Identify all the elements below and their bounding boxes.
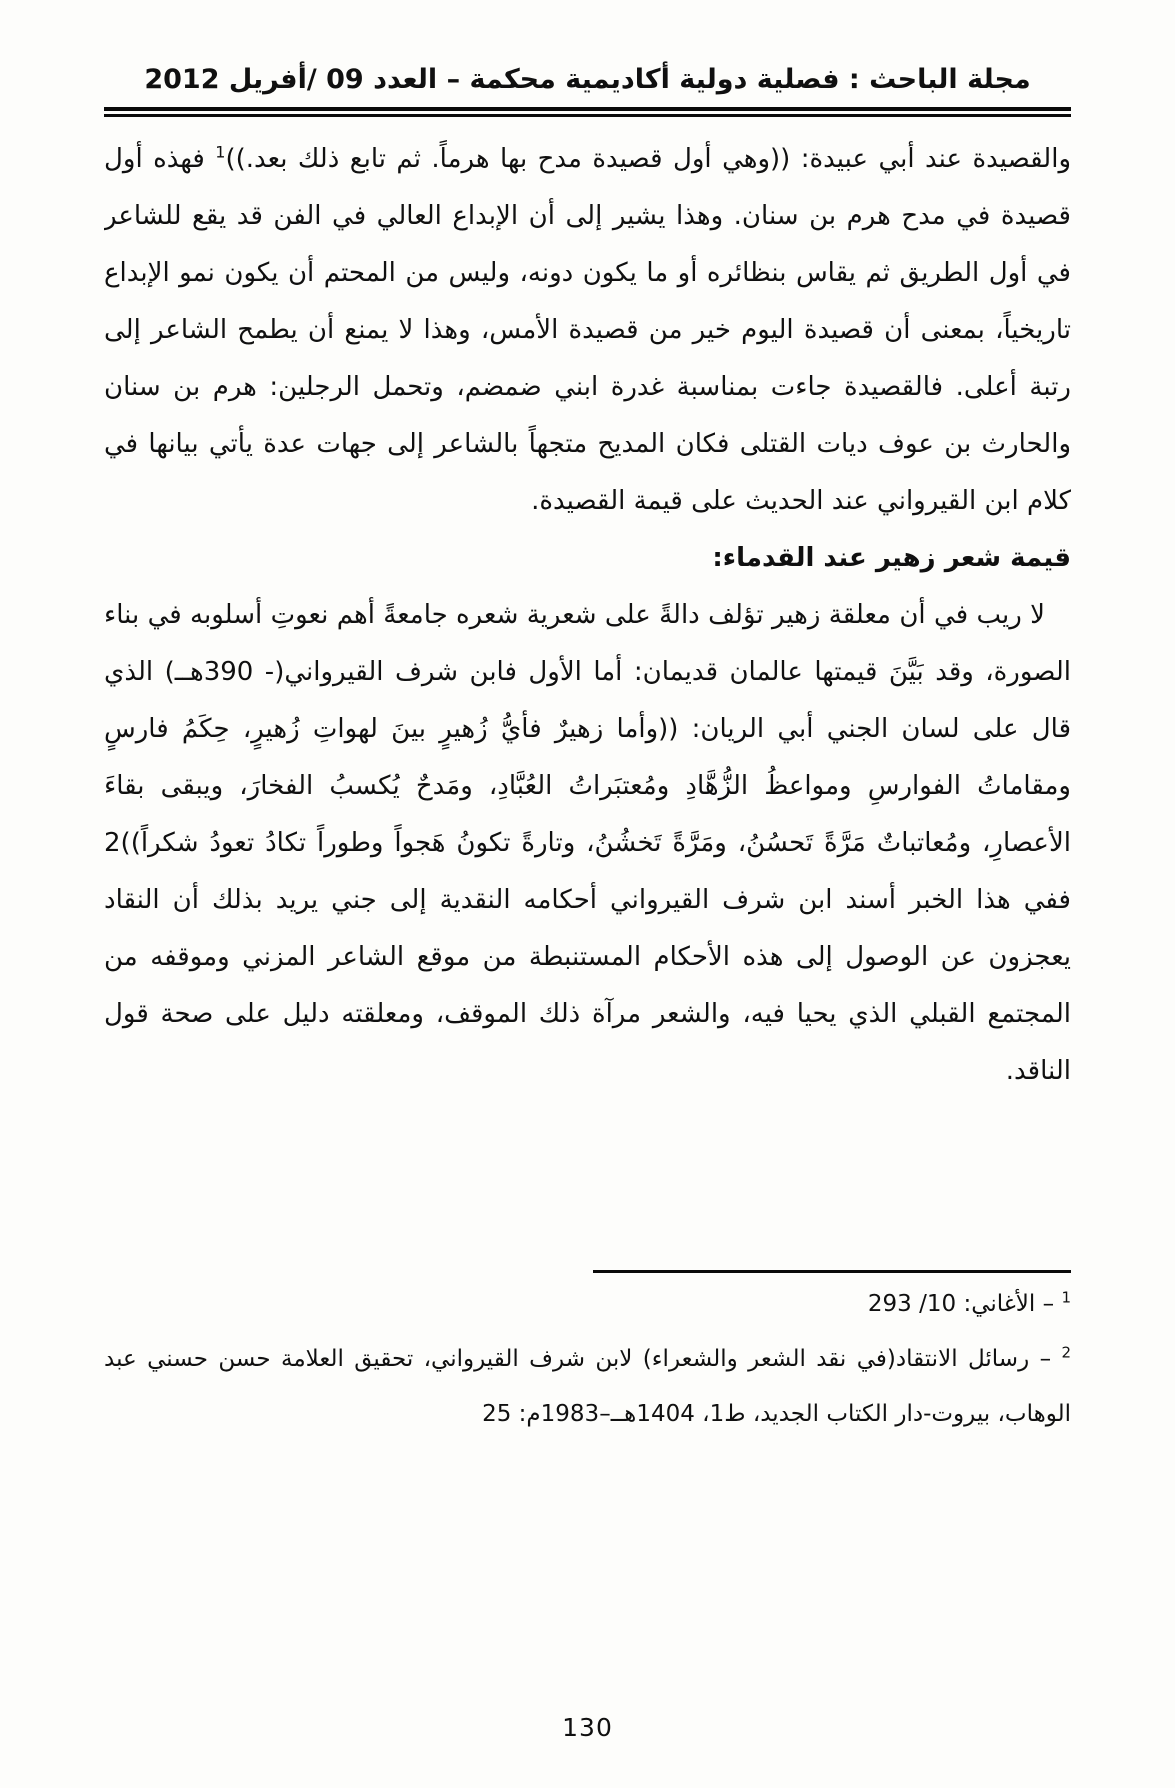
footnote-2 [104,1332,1071,1442]
section-heading: قيمة شعر زهير عند القدماء: [712,543,1071,574]
paragraph-2-text: لا ريب في أن معلقة زهير تؤلف دالةً على شعرية شعره جامعةً أهم نعوتِ أسلوبه في بناء الصورة، وقد بَيَّنَ قيمتها عالمان قديمان: أما الأول فابن شرف القيرواني(- 390هــ) الذي قال على لسان الجني أبي الريان: ((وأما زهيرٌ فأيُّ زُهيرٍ بينَ لهواتِ زُهيرٍ، حِكَمُ فارسٍ ومقاماتُ الفوارسِ ومواعظُ الزُّهَّادِ ومُعتبَراتُ العُبَّادِ، ومَدحٌ يُكسبُ الفخارَ، ويبقى بقاءَ الأعصارِ، ومُعاتباتٌ مَرَّةً تَحسُنُ، ومَرَّةً تَخشُنُ، وتارةً تكونُ هَجواً وطوراً تكادُ تعودُ شكراً)) [104,600,1071,859]
journal-header [104,60,1071,117]
footnote-2-text: – رسائل الانتقاد(في نقد الشعر والشعراء) لابن شرف القيرواني، تحقيق العلامة حسن حسني عبد الوهاب، بيروت-دار الكتاب الجديد، ط1، 1404هــ–1983م: 25 [104,1346,1071,1427]
journal-title: مجلة الباحث : فصلية دولية أكاديمية محكمة – العدد 09 /أفريل 2012 [144,64,1031,95]
paragraph-1-text: والقصيدة عند أبي عبيدة: ((وهي أول قصيدة مدح بها هرماً. ثم تابع ذلك بعد.)) [225,144,1071,175]
footnote-1-marker: 1 [1061,1288,1071,1307]
footnote-separator-rule [593,1270,1071,1273]
footnote-2-marker: 2 [1061,1343,1072,1362]
paragraph-2-continuation: ففي هذا الخبر أسند ابن شرف القيرواني أحكامه النقدية إلى جني يريد بذلك أن النقاد يعجزون عن الوصول إلى هذه الأحكام المستنبطة من موقع الشاعر المزني وموقفه من المجتمع القبلي الذي يحيا فيه، والشعر مرآة ذلك الموقف، ومعلقته دليل على صحة قول الناقد. [104,885,1071,1087]
article-body [104,131,1071,1100]
footnote-1-text: – الأغاني: 10/ 293 [867,1291,1055,1317]
footnotes-area [104,1270,1071,1742]
footnote-ref-2: 2 [104,828,121,859]
paragraph-zuhayr-value [104,587,1071,1100]
paragraph-1-continuation: فهذه أول قصيدة في مدح هرم بن سنان. وهذا يشير إلى أن الإبداع العالي في الفن قد يقع للشاعر في أول الطريق ثم يقاس بنظائره أو ما يكون دونه، وليس من المحتم أن يكون نمو الإبداع تاريخياً، بمعنى أن قصيدة اليوم خير من قصيدة الأمس، وهذا لا يمنع أن يطمح الشاعر إلى رتبة أعلى. فالقصيدة جاءت بمناسبة غدرة ابني ضمضم، وتحمل الرجلين: هرم بن سنان والحارث بن عوف ديات القتلى فكان المديح متجهاً بالشاعر إلى جهات عدة يأتي بيانها في كلام ابن القيرواني عند الحديث على قيمة القصيدة. [104,144,1071,517]
page-number: 130 [562,1713,613,1742]
bottom-spacer [104,1442,1071,1713]
paragraph-abu-ubayda-quote [104,131,1071,530]
header-rule [104,107,1071,117]
footnote-ref-1: 1 [215,142,226,162]
footnote-1 [104,1277,1071,1332]
